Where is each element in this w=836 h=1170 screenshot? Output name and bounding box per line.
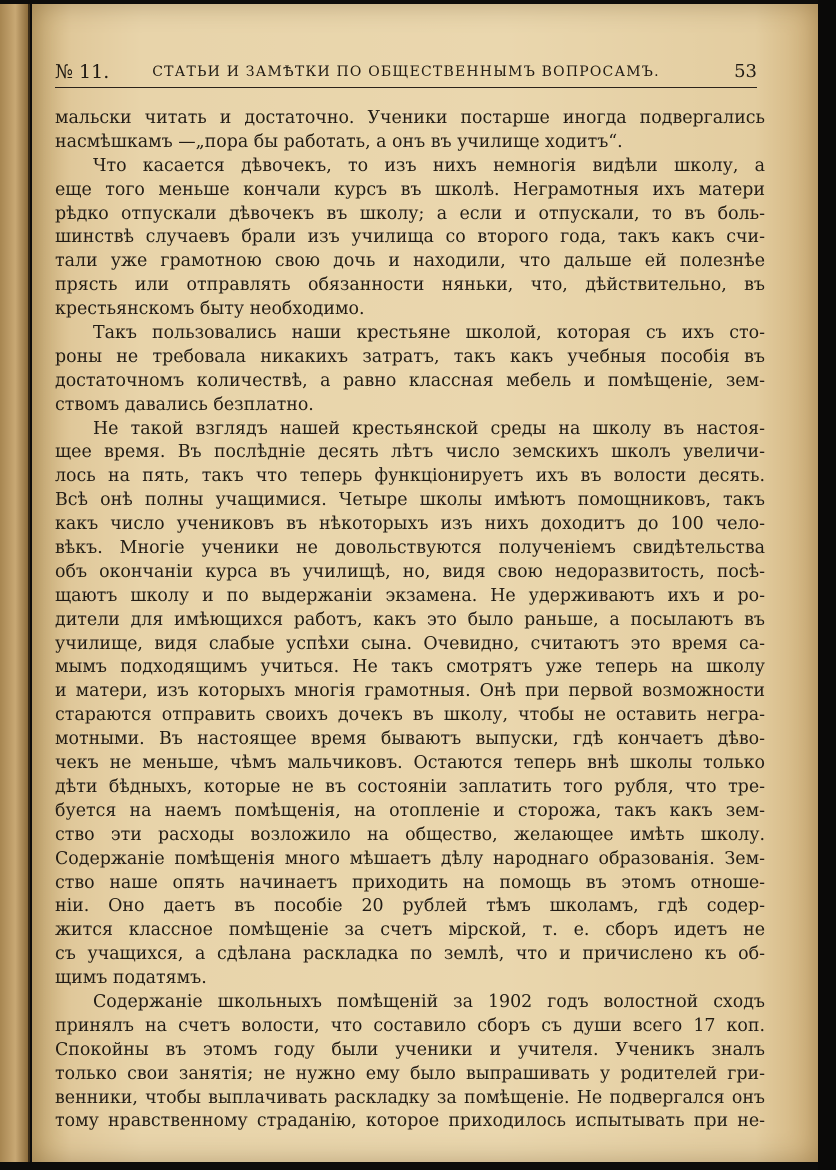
- text-line: какъ число учениковъ въ нѣкоторыхъ изъ нихъ доходитъ до 100 чело-: [55, 514, 765, 535]
- text-line: стараются отправить своихъ дочекъ въ школу, чтобы не оставить негра-: [55, 705, 765, 726]
- running-title: СТАТЬИ И ЗАМѢТКИ ПО ОБЩЕСТВЕННЫМЪ ВОПРОСАМЪ.: [152, 64, 660, 80]
- text-line: тали уже грамотною свою дочь и находили, что дальше ей полезнѣе: [55, 251, 765, 272]
- text-line: Не такой взглядъ нашей крестьянской среды на школу въ настоя-: [93, 418, 765, 439]
- text-line: мымъ подходящимъ учиться. Не такъ смотрятъ уже теперь на школу: [55, 657, 765, 678]
- text-line: съ учащихся, а сдѣлана раскладка по землѣ, что и причислено къ об-: [55, 944, 765, 965]
- text-line: дѣти бѣдныхъ, которые не въ состояніи заплатить того рубля, что тре-: [55, 776, 765, 797]
- text-line: ство наше опять начинаетъ приходить на помощь въ этомъ отноше-: [55, 872, 765, 893]
- text-line: достаточномъ количествѣ, а равно классная мебель и помѣщеніе, зем-: [55, 370, 765, 391]
- text-line: принялъ на счетъ волости, что составило сборъ съ души всего 17 коп.: [55, 1015, 765, 1036]
- issue-number: № 11.: [55, 61, 110, 83]
- text-line: Содержаніе школьныхъ помѣщеній за 1902 годъ волостной сходъ: [93, 991, 765, 1012]
- text-line: чекъ не меньше, чѣмъ мальчиковъ. Остаются теперь внѣ школы только: [55, 753, 765, 774]
- text-line: Что касается дѣвочекъ, то изъ нихъ немногія видѣли школу, а: [93, 155, 765, 176]
- text-line: насмѣшкамъ —„пора бы работать, а онъ въ училище ходитъ“.: [55, 131, 623, 152]
- text-line: еще того меньше кончали курсъ въ школѣ. Неграмотныя ихъ матери: [55, 179, 765, 200]
- text-line: Содержаніе помѣщенія много мѣшаетъ дѣлу народнаго образованія. Зем-: [55, 848, 765, 869]
- text-line: рѣдко отпускали дѣвочекъ въ школу; а если и отпускали, то въ боль-: [55, 203, 765, 224]
- text-line: Всѣ онѣ полны учащимися. Четыре школы имѣютъ помощниковъ, такъ: [55, 490, 765, 511]
- text-line: и матери, изъ которыхъ многія грамотныя. Онѣ при первой возможности: [55, 681, 765, 702]
- text-line: ніи. Оно даетъ въ пособіе 20 рублей тѣмъ школамъ, гдѣ содер-: [55, 896, 765, 917]
- text-line: дители для имѣющихся работъ, какъ это было раньше, а посылаютъ въ: [55, 609, 765, 630]
- text-line: венники, чтобы выплачивать раскладку за помѣщеніе. Не подвергался онъ: [55, 1087, 765, 1108]
- text-line: вѣкъ. Многіе ученики не довольствуются полученіемъ свидѣтельства: [55, 538, 765, 559]
- body-text: [55, 107, 765, 1134]
- text-line: лось на пять, такъ что теперь функціонируетъ ихъ въ волости десять.: [55, 466, 765, 487]
- text-line: мальски читать и достаточно. Ученики постарше иногда подвергались: [55, 108, 765, 128]
- text-line: Спокойны въ этомъ году были ученики и учителя. Ученикъ зналъ: [55, 1039, 765, 1060]
- text-line: щее время. Въ послѣдніе десять лѣтъ число земскихъ школъ увеличи-: [55, 442, 765, 463]
- scan-border: [818, 0, 836, 1170]
- text-line: Такъ пользовались наши крестьяне школой, которая съ ихъ сто-: [93, 323, 765, 344]
- text-line: буется на наемъ помѣщенія, на отопленіе и сторожа, такъ какъ зем-: [55, 800, 765, 821]
- text-line: мотными. Въ настоящее время бываютъ выпуски, гдѣ кончаетъ дѣво-: [55, 729, 765, 750]
- text-line: шинствѣ случаевъ брали изъ училища со второго года, такъ какъ счи-: [55, 227, 765, 248]
- page-number: 53: [734, 61, 757, 82]
- text-line: роны не требовала никакихъ затратъ, такъ какъ учебныя пособія въ: [55, 346, 765, 367]
- running-header: [55, 59, 757, 88]
- text-line: щимъ податямъ.: [55, 968, 207, 989]
- text-line: щаютъ школу и по выдержаніи экзамена. Не удерживаютъ ихъ и ро-: [55, 585, 765, 606]
- text-line: ство эти расходы возложило на общество, желающее имѣть школу.: [55, 824, 765, 845]
- text-line: ствомъ давались безплатно.: [55, 394, 314, 415]
- text-line: крестьянскомъ быту необходимо.: [55, 299, 365, 320]
- text-line: училище, видя слабые успѣхи сына. Очевидно, считаютъ это время са-: [55, 633, 765, 654]
- text-line: только свои занятія; не нужно ему было выпрашивать у родителей гри-: [55, 1063, 765, 1084]
- text-line: жится классное помѣщеніе за счетъ мірской, т. е. сборъ идетъ не: [55, 920, 765, 941]
- text-line: прясть или отправлять обязанности няньки, что, дѣйствительно, въ: [55, 275, 765, 296]
- adjacent-page-edge: [0, 4, 30, 1162]
- text-line: тому нравственному страданію, которое приходилось испытывать при не-: [55, 1111, 765, 1132]
- text-line: объ окончаніи курса въ училищѣ, но, видя свою недоразвитость, посѣ-: [55, 561, 765, 582]
